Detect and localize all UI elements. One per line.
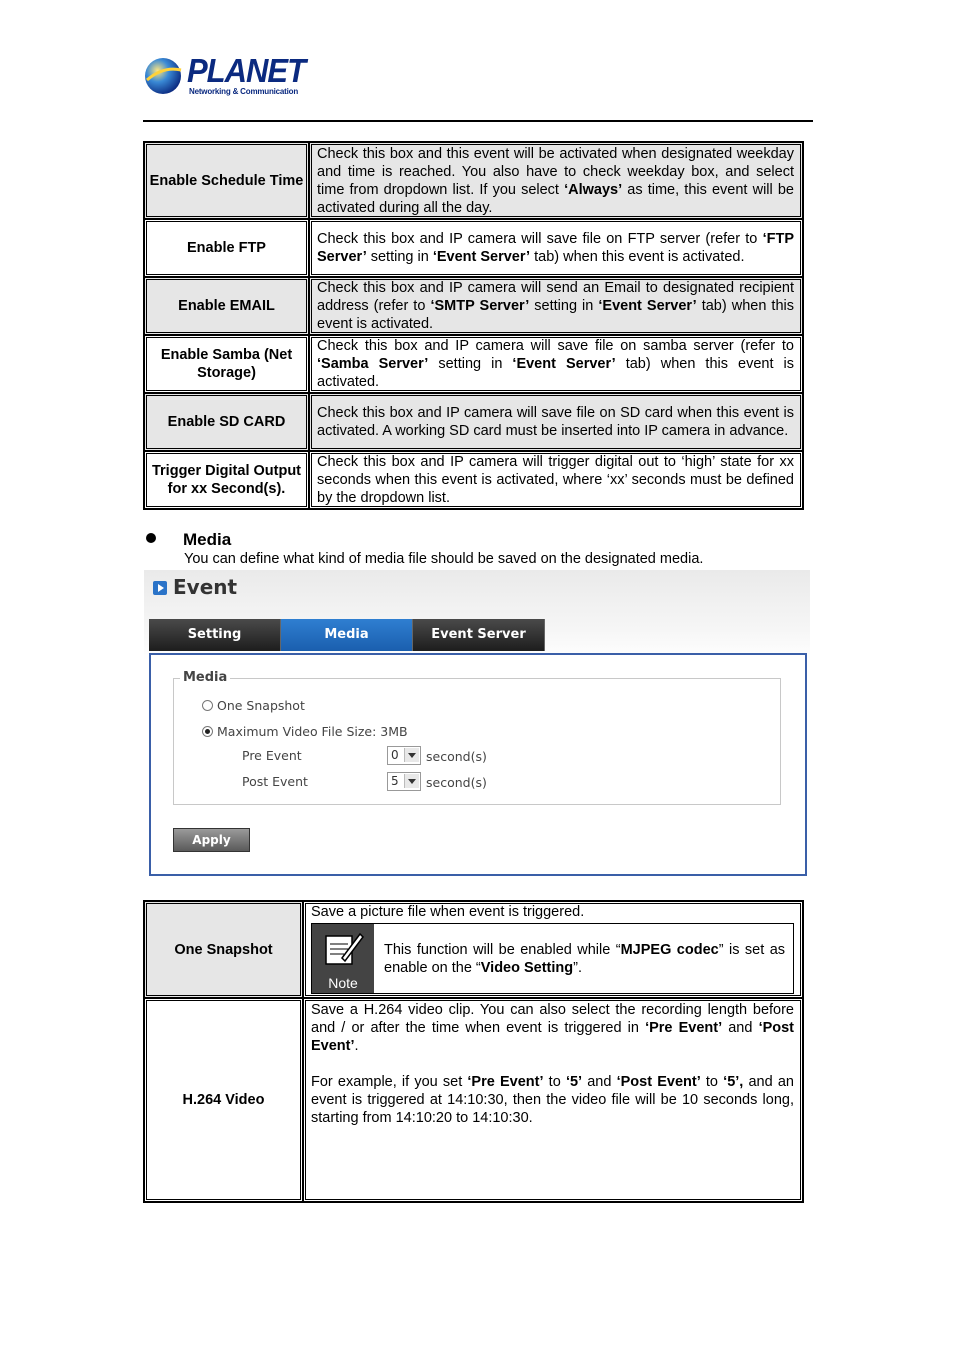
row-label: Enable Schedule Time xyxy=(144,142,309,219)
pre-event-value: 0 xyxy=(391,748,399,762)
table-row xyxy=(144,451,803,509)
apply-button[interactable]: Apply xyxy=(173,828,250,852)
table-row xyxy=(144,998,803,1202)
post-event-unit: second(s) xyxy=(426,775,487,790)
row-label: Trigger Digital Output for xx Second(s). xyxy=(144,451,309,509)
snapshot-description: Save a picture file when event is triggered. xyxy=(311,904,585,920)
row-label: Enable SD CARD xyxy=(144,393,309,451)
pre-event-select[interactable] xyxy=(387,746,421,765)
table-row xyxy=(144,142,803,219)
planet-logo xyxy=(143,51,305,100)
post-event-value: 5 xyxy=(391,774,399,788)
brand-name: PLANET xyxy=(187,51,305,90)
video-option-label: Maximum Video File Size: 3MB xyxy=(217,724,408,739)
tab-bar xyxy=(149,619,545,651)
event-media-screenshot xyxy=(144,570,810,876)
chevron-down-icon xyxy=(404,748,419,762)
bullet-icon xyxy=(146,533,156,543)
section-title: Media xyxy=(183,530,232,549)
page-title: Event xyxy=(173,575,238,599)
tab-event-server[interactable]: Event Server xyxy=(413,619,545,651)
note-box xyxy=(311,923,794,994)
media-fieldset xyxy=(173,670,781,805)
media-settings-panel xyxy=(149,653,807,876)
globe-icon xyxy=(143,56,183,96)
note-icon xyxy=(312,924,374,993)
row-label: H.264 Video xyxy=(144,998,303,1202)
snapshot-option-label: One Snapshot xyxy=(217,698,305,713)
post-event-select[interactable] xyxy=(387,772,421,791)
row-description xyxy=(303,998,803,1202)
brand-tagline: Networking & Communication xyxy=(189,87,299,96)
chevron-down-icon xyxy=(404,774,419,788)
note-text: This function will be enabled while “MJPEG codec” is set as enable on the “Video Setting”. xyxy=(384,942,786,976)
pre-event-label: Pre Event xyxy=(242,748,302,763)
row-description: Check this box and IP camera will save file on FTP server (refer to ‘FTP Server’ setting in ‘Event Server’ tab) when this event is activated. xyxy=(309,219,803,277)
table-row xyxy=(144,393,803,451)
media-options-table xyxy=(143,900,804,1203)
row-description: Check this box and IP camera will trigger digital out to ‘high’ state for xx seconds when this event is activated, where ‘xx’ seconds must be defined by the dropdown list. xyxy=(309,451,803,509)
table-row xyxy=(144,219,803,277)
tab-media[interactable]: Media xyxy=(281,619,413,651)
row-label: One Snapshot xyxy=(144,901,303,998)
table-row xyxy=(144,335,803,393)
row-label: Enable Samba (Net Storage) xyxy=(144,335,309,393)
pen-icon xyxy=(322,930,364,968)
video-radio[interactable] xyxy=(202,726,213,737)
header-divider xyxy=(143,120,813,122)
pre-event-unit: second(s) xyxy=(426,749,487,764)
row-label: Enable FTP xyxy=(144,219,309,277)
event-options-table xyxy=(143,141,804,510)
row-description: Check this box and IP camera will send an Email to designated recipient address (refer to ‘SMTP Server’ setting in ‘Event Server’ tab) when this event is activated. xyxy=(309,277,803,335)
table-row xyxy=(144,277,803,335)
row-description xyxy=(303,901,803,998)
fieldset-legend: Media xyxy=(180,670,230,685)
snapshot-radio[interactable] xyxy=(202,700,213,711)
video-paragraph-2: For example, if you set ‘Pre Event’ to ‘5’ and ‘Post Event’ to ‘5’, and an event is triggered at 14:10:30, then the video file will be 10 seconds long, starting from 14:10:20 to 14:10:30. xyxy=(311,1074,794,1126)
row-label: Enable EMAIL xyxy=(144,277,309,335)
table-row xyxy=(144,901,803,998)
note-label: Note xyxy=(328,975,358,991)
tab-setting[interactable]: Setting xyxy=(149,619,281,651)
row-description: Check this box and IP camera will save file on samba server (refer to ‘Samba Server’ setting in ‘Event Server’ tab) when this event is activated. xyxy=(309,335,803,393)
section-description: You can define what kind of media file should be saved on the designated media. xyxy=(184,551,704,567)
post-event-label: Post Event xyxy=(242,774,308,789)
video-paragraph-1: Save a H.264 video clip. You can also select the recording length before and / or after the time when event is triggered in ‘Pre Event’ and ‘Post Event’. xyxy=(311,1002,795,1054)
row-description: Check this box and this event will be activated when designated weekday and time is reached. You also have to check weekday box, and select time from dropdown list. If you select ‘Always’ as time, this event will be activated during all the day. xyxy=(309,142,803,219)
play-arrow-icon xyxy=(153,581,167,595)
row-description: Check this box and IP camera will save file on SD card when this event is activated. A working SD card must be inserted into IP camera in advance. xyxy=(309,393,803,451)
